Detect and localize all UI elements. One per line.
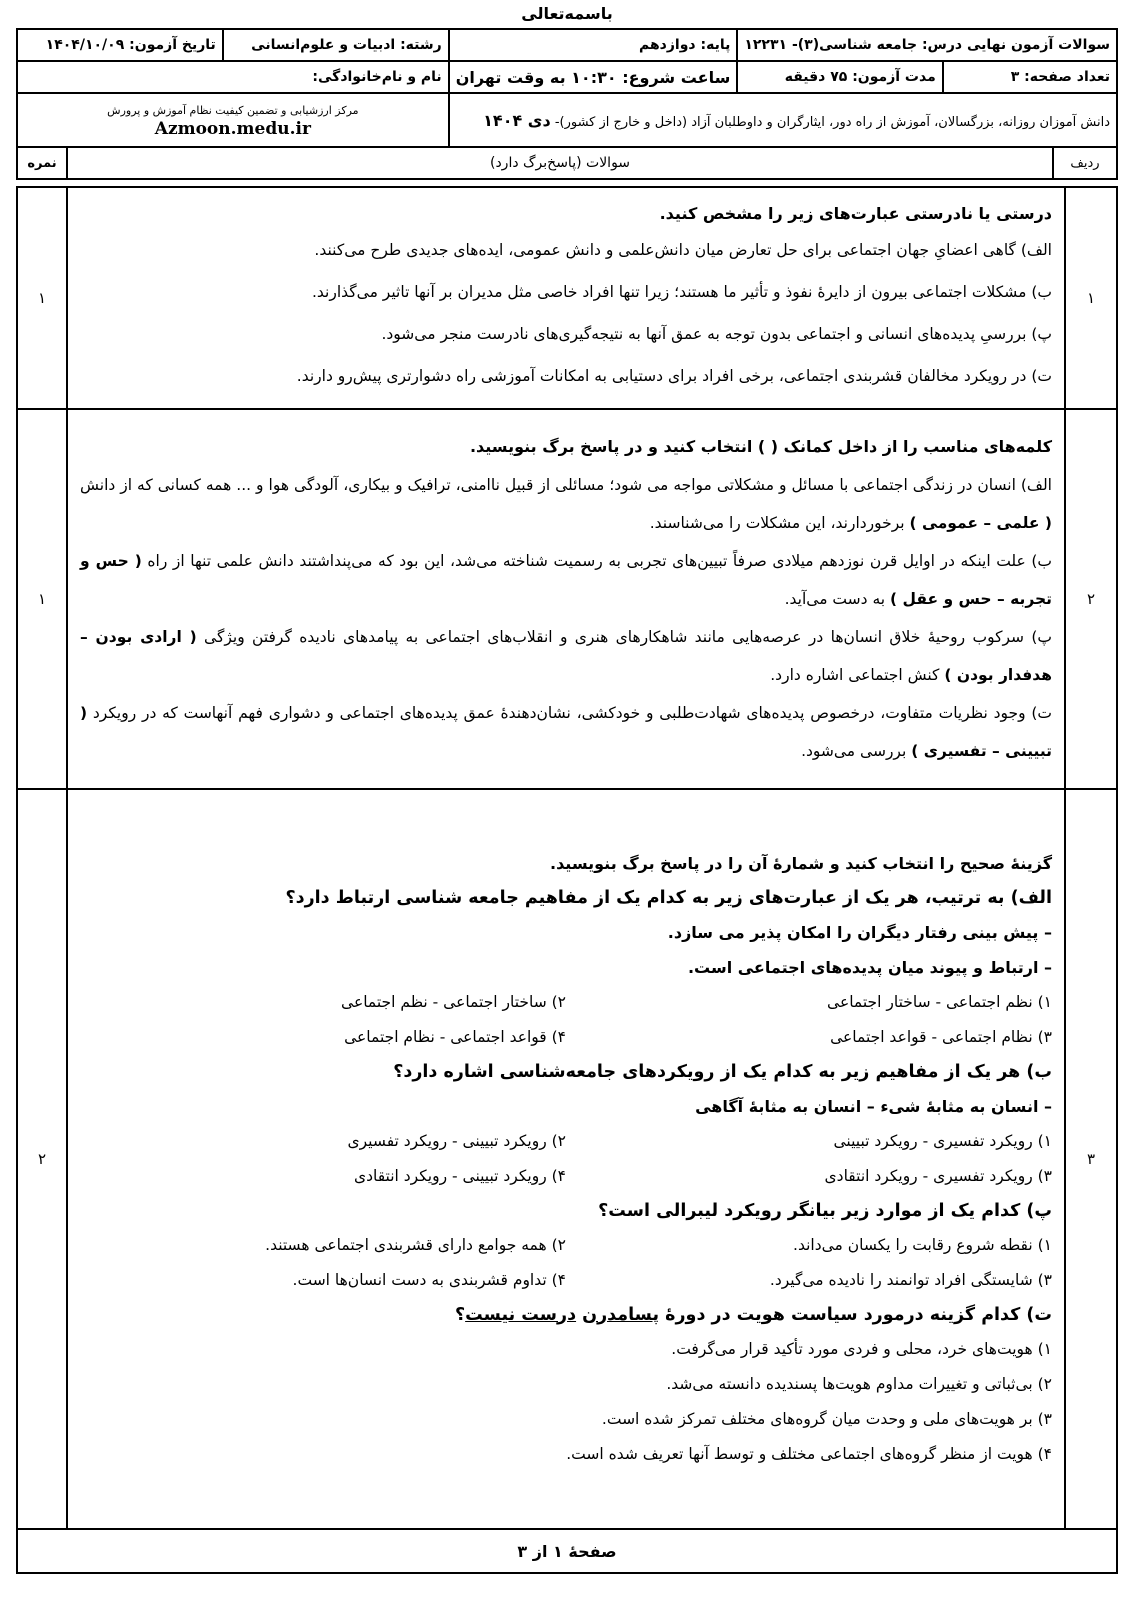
option[interactable]: ۴) هویت از منظر گروه‌های اجتماعی مختلف و توسط آنها تعریف شده است. — [566, 1444, 1052, 1463]
fill-item-b — [80, 542, 1052, 618]
field: رشته: ادبیات و علوم‌انسانی — [223, 29, 449, 61]
option[interactable]: ۱) رویکرد تفسیری - رویکرد تبیینی — [833, 1131, 1052, 1150]
sub-question-b: ب) هر یک از مفاهیم زیر به کدام یک از رویکردهای جامعه‌شناسی اشاره دارد؟ — [393, 1061, 1052, 1082]
option[interactable]: ۴) تداوم قشربندی به دست انسان‌ها است. — [292, 1270, 566, 1289]
exam-date: تاریخ آزمون: ۱۴۰۴/۱۰/۰۹ — [17, 29, 223, 61]
option[interactable]: ۱) هویت‌های خرد، محلی و فردی مورد تأکید قرار می‌گرفت. — [671, 1339, 1052, 1358]
choice-options: ( ارادی بودن – هدفدار بودن ) — [80, 627, 1052, 684]
option[interactable]: ۳) شایستگی افراد توانمند را نادیده می‌گیرد. — [769, 1270, 1052, 1289]
options-row — [80, 985, 1052, 1020]
option[interactable]: ۴) رویکرد تبیینی - رویکرد انتقادی — [353, 1166, 566, 1185]
choice-options: ( تبیینی – تفسیری ) — [80, 703, 1052, 760]
col-row: ردیف — [1052, 148, 1116, 178]
questions-table — [16, 186, 1118, 1574]
options-row — [80, 1124, 1052, 1159]
choice-options: ( حس و تجربه – حس و عقل ) — [80, 551, 1052, 608]
item-text: بررسی می‌شود. — [801, 741, 907, 760]
question-title: کلمه‌های مناسب را از داخل کمانک ( ) انتخاب کنید و در پاسخ برگ بنویسید. — [469, 436, 1052, 456]
option[interactable]: ۲) بی‌ثباتی و تغییرات مداوم هویت‌ها پسندیده دانسته می‌شد. — [666, 1374, 1052, 1393]
sub-question-c: پ) کدام یک از موارد زیر بیانگر رویکرد لیبرالی است؟ — [598, 1200, 1052, 1221]
score: ۱ — [17, 409, 67, 789]
sub-question-d — [80, 1298, 1052, 1332]
row-number: ۲ — [1065, 409, 1117, 789]
page-footer: صفحهٔ ۱ از ۳ — [17, 1529, 1117, 1573]
option[interactable]: ۴) قواعد اجتماعی - نظام اجتماعی — [344, 1027, 566, 1046]
fill-item-d — [80, 694, 1052, 770]
item-text: به دست می‌آید. — [784, 589, 886, 608]
col-score: نمره — [18, 148, 68, 178]
statement: الف) گاهی اعضایِ جهان اجتماعی برای حل تعارض میان دانش‌علمی و دانش عمومی، ایده‌های جدیدی طرح می‌کنند. — [314, 240, 1052, 259]
underlined-term: درست نیست — [465, 1304, 577, 1325]
question-row — [17, 409, 1117, 789]
audience-text: دانش آموزان روزانه، بزرگسالان، آموزش از راه دور، ایثارگران و داوطلبان آزاد (داخل و خارج از کشور)- — [554, 114, 1110, 130]
website: Azmoon.medu.ir — [154, 118, 311, 139]
option[interactable]: ۲) ساختار اجتماعی - نظم اجتماعی — [341, 992, 566, 1011]
fill-item-c — [80, 618, 1052, 694]
exam-title: سوالات آزمون نهایی درس: جامعه شناسی(۳)- ۱۲۲۳۱ — [737, 29, 1117, 61]
exam-header — [16, 28, 1118, 180]
col-questions: سوالات (پاسخ‌برگ دارد) — [489, 155, 631, 171]
options-row — [80, 1228, 1052, 1263]
question-mark: ؟ — [454, 1304, 466, 1325]
option[interactable]: ۲) رویکرد تبیینی - رویکرد تفسیری — [347, 1131, 566, 1150]
item-text: ب) علت اینکه در اوایل قرن نوزدهم میلادی صرفاً تبیین‌های تجربی به رسمیت شناخته می‌شد، این بود که می‌پنداشتند دانش علمی تنها از راه — [147, 551, 1052, 570]
question-row — [17, 187, 1117, 409]
option[interactable]: ۱) نقطه شروع رقابت را یکسان می‌داند. — [793, 1235, 1052, 1254]
score: ۱ — [17, 187, 67, 409]
duration: مدت آزمون: ۷۵ دقیقه — [737, 61, 942, 93]
audience — [449, 93, 1117, 147]
option[interactable]: ۲) همه جوامع دارای قشربندی اجتماعی هستند. — [265, 1235, 566, 1254]
question-title: گزینهٔ صحیح را انتخاب کنید و شمارهٔ آن را در پاسخ برگ بنویسید. — [549, 853, 1052, 873]
bismillah: باسمه‌تعالی — [521, 4, 613, 23]
score: ۲ — [17, 789, 67, 1529]
question-content — [67, 187, 1065, 409]
statement: – پیش بینی رفتار دیگران را امکان پذیر می سازد. — [667, 922, 1052, 942]
item-text: ت) وجود نظریات متفاوت، درخصوص پدیده‌های شهادت‌طلبی و خودکشی، نشان‌دهندهٔ عمق پدیده‌های اجتماعی و دشواری فهم آنهاست که در رویکرد — [92, 703, 1052, 722]
item-text: کنش اجتماعی اشاره دارد. — [770, 665, 940, 684]
fill-item-a — [80, 466, 1052, 542]
sub-question-a: الف) به ترتیب، هر یک از عبارت‌های زیر به کدام یک از مفاهیم جامعه شناسی ارتباط دارد؟ — [285, 887, 1052, 908]
statement: ت) در رویکرد مخالفان قشربندی اجتماعی، برخی افراد برای دستیابی به امکانات آموزشی راه دشوارتری پیش‌رو دارند. — [296, 366, 1052, 385]
row-number: ۳ — [1065, 789, 1117, 1529]
underlined-term: پسامدرن — [582, 1304, 660, 1325]
statement: – ارتباط و پیوند میان پدیده‌های اجتماعی است. — [687, 957, 1052, 977]
statement: پ) بررسیِ پدیده‌های انسانی و اجتماعی بدون توجه به عمق آنها به نتیجه‌گیری‌های نادرست منجر می‌شود. — [381, 324, 1052, 343]
choice-options: ( علمی – عمومی ) — [909, 513, 1052, 532]
question-content — [67, 789, 1065, 1529]
option[interactable]: ۳) بر هویت‌های ملی و وحدت میان گروه‌های مختلف تمرکز شده است. — [601, 1409, 1052, 1428]
question-title: درستی یا نادرستی عبارت‌های زیر را مشخص کنید. — [659, 203, 1052, 223]
item-text: الف) انسان در زندگی اجتماعی با مسائل و مشکلاتی مواجه می شود؛ مسائلی از قبیل ناامنی، ترافیک و بیکاری، آلودگی هوا و ... همه کسانی که از دانش — [80, 475, 1052, 494]
options-row — [80, 1020, 1052, 1055]
column-headers — [17, 147, 1117, 179]
question-content — [67, 409, 1065, 789]
item-text: پ) سرکوب روحیهٔ خلاق انسان‌ها در عرصه‌هایی مانند شاهکارهای هنری و انقلاب‌های اجتماعی به پیامدهای نادیده گرفتن ویژگی — [204, 627, 1052, 646]
item-text: برخوردارند، این مشکلات را می‌شناسند. — [649, 513, 905, 532]
center-info — [17, 93, 449, 147]
statement: – انسان به مثابهٔ شیء – انسان به مثابهٔ آگاهی — [695, 1096, 1052, 1116]
statement: ب) مشکلات اجتماعی بیرون از دایرهٔ نفوذ و تأثیر ما هستند؛ زیرا تنها افراد خاصی مثل مدیران بر آنها تاثیر می‌گذارند. — [311, 282, 1052, 301]
option[interactable]: ۳) نظام اجتماعی - قواعد اجتماعی — [830, 1027, 1052, 1046]
name-field[interactable]: نام و نام‌خانوادگی: — [17, 61, 449, 93]
option[interactable]: ۳) رویکرد تفسیری - رویکرد انتقادی — [824, 1166, 1052, 1185]
option[interactable]: ۱) نظم اجتماعی - ساختار اجتماعی — [827, 992, 1052, 1011]
options-row — [80, 1263, 1052, 1298]
exam-month: دی ۱۴۰۴ — [483, 110, 551, 130]
center-name: مرکز ارزشیابی و تضمین کیفیت نظام آموزش و پرورش — [107, 103, 359, 117]
sub-question-text: ت) کدام گزینه درمورد سیاست هویت در دورهٔ — [665, 1304, 1052, 1325]
page-count: تعداد صفحه: ۳ — [943, 61, 1117, 93]
options-row — [80, 1159, 1052, 1194]
question-row — [17, 789, 1117, 1529]
grade: پایه: دوازدهم — [449, 29, 738, 61]
row-number: ۱ — [1065, 187, 1117, 409]
start-time: ساعت شروع: ۱۰:۳۰ به وقت تهران — [449, 61, 738, 93]
